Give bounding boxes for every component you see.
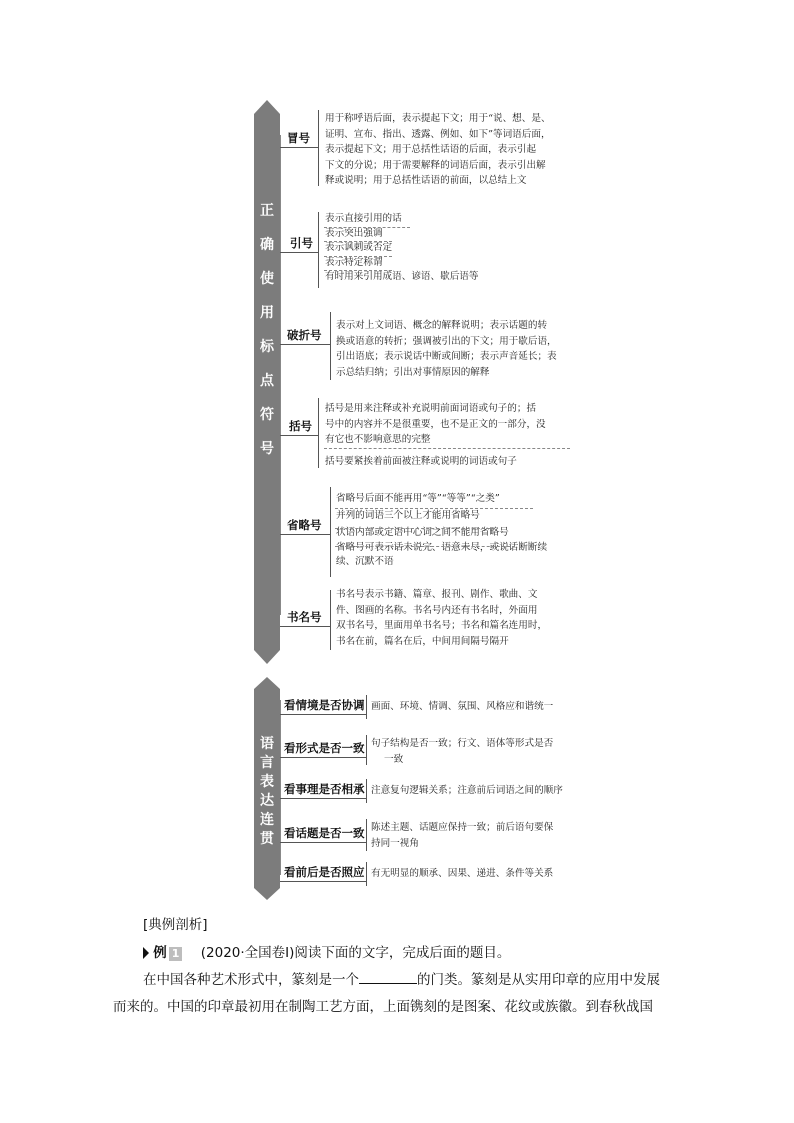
item-bracket: [318, 212, 319, 288]
item-label-logic: 看事理是否相承: [284, 782, 365, 796]
item-text-echo: [371, 866, 581, 882]
example-line: [143, 941, 510, 961]
item-label-topic: 看话题是否一致: [284, 826, 365, 840]
text-line: 有它也不影响意思的完整: [325, 434, 431, 445]
text-line: 续、沉默不语: [336, 556, 394, 567]
item-text-context: [371, 699, 581, 715]
text-line: 画面、环境、情调、氛围、风格应和谐统一: [371, 701, 554, 712]
section2-title-char: 连: [260, 812, 274, 828]
item-bracket: [366, 819, 367, 851]
item-text-dash: [336, 318, 576, 380]
example-source: (2020·全国卷Ⅰ)阅读下面的文字，完成后面的题目。: [200, 945, 511, 961]
text-line: 状语内部或定语中心词之间不能用省略号: [336, 527, 509, 538]
divider: [335, 508, 533, 509]
example-number-badge: 1: [169, 947, 183, 961]
text-line: 释或说明；用于总括性话语的前面，以总结上文: [325, 175, 527, 186]
section2-title-char: 贯: [260, 831, 274, 847]
divider: [335, 546, 515, 547]
text-line: 表示对上文词语、概念的解释说明；表示话题的转: [336, 320, 548, 331]
section1-title-char: 号: [260, 441, 274, 457]
item-label-dash: 破折号: [287, 328, 322, 342]
text-line: 用于称呼语后面，表示提起下文；用于“说、想、是、: [325, 113, 551, 124]
item-underline: [280, 842, 366, 843]
example-prefix: 例: [153, 945, 167, 961]
text-line: 陈述主题、话题应保持一致；前后语句要保: [371, 822, 554, 833]
item-text-topic: [371, 820, 581, 851]
item-underline: [280, 757, 366, 758]
item-bracket: [366, 862, 367, 886]
item-underline: [280, 881, 366, 882]
item-bracket: [318, 398, 319, 468]
item-text-colon: [325, 111, 575, 189]
item-text-logic: [371, 783, 581, 799]
analysis-heading: [典例剖析]: [143, 917, 208, 933]
item-underline: [280, 344, 330, 345]
text-line: 下文的分说；用于需要解释的词语后面，表示引出解: [325, 159, 546, 171]
text-line: 引出语底；表示说话中断或间断；表示声音延长；表: [336, 351, 557, 362]
item-label-colon: 冒号: [287, 131, 310, 145]
text-line: 件、图画的名称。书名号内还有书名时，外面用: [336, 604, 538, 616]
item-label-parentheses: 括号: [289, 419, 312, 433]
section1-title: [254, 200, 280, 472]
item-bracket: [366, 779, 367, 803]
item-label-ellipsis: 省略号: [287, 518, 322, 532]
paragraph-text: 在中国各种艺术形式中，篆刻是一个: [143, 972, 359, 988]
text-line: 括号要紧挨着前面被注释或说明的词语或句子: [325, 455, 517, 467]
text-line: 持同一视角: [371, 837, 419, 849]
divider: [324, 256, 392, 257]
item-bracket: [366, 735, 367, 765]
item-underline: [280, 252, 318, 253]
item-text-title-marks: [336, 587, 576, 649]
item-underline: [280, 714, 366, 715]
example-arrow-icon: [143, 947, 149, 959]
item-underline: [280, 435, 318, 436]
text-line: 双书名号，里面用单书名号；书名和篇名连用时，: [336, 620, 548, 631]
section1-title-char: 确: [260, 237, 274, 253]
text-line: 号中的内容并不是很重要，也不是正文的一部分，没: [325, 418, 546, 430]
item-bracket: [318, 110, 319, 186]
section1-connector: [280, 135, 281, 615]
section2-title-char: 表: [260, 774, 274, 790]
item-label-quote: 引号: [290, 236, 313, 250]
text-line: 有时用来引用成语、谚语、歇后语等: [325, 271, 479, 282]
section2-title-char: 语: [260, 736, 274, 752]
divider: [324, 448, 570, 449]
section1-title-char: 使: [260, 271, 274, 287]
item-underline: [280, 626, 330, 627]
text-line: 表示突出强调: [325, 227, 383, 239]
text-line: 句子结构是否一致；行文、语体等形式是否: [371, 738, 554, 749]
divider: [324, 270, 392, 271]
text-line: 换或语意的转折；强调被引出的下文；用于歇后语，: [336, 335, 557, 347]
fill-in-blank[interactable]: [359, 971, 417, 984]
section1-title-char: 正: [260, 203, 274, 219]
paragraph-line-1: [143, 968, 660, 988]
section2-title: [254, 733, 280, 847]
section2-connector: [280, 700, 281, 875]
item-bracket: [330, 590, 331, 650]
text-line: 表示特定称谓: [325, 256, 383, 268]
paragraph-text: 的门类。篆刻是从实用印章的应用中发展: [417, 972, 660, 988]
item-text-parentheses: [325, 401, 575, 469]
item-label-form: 看形式是否一致: [284, 741, 365, 755]
text-line: 注意复句逻辑关系；注意前后词语之间的顺序: [371, 785, 563, 796]
divider: [324, 241, 392, 242]
item-label-echo: 看前后是否照应: [284, 865, 365, 879]
item-bracket: [330, 312, 331, 380]
item-underline: [280, 798, 366, 799]
text-line: 书名在前，篇名在后，中间用间隔号隔开: [336, 635, 509, 647]
text-line: 表示直接引用的话: [325, 213, 402, 224]
text-line: 证明、宣布、指出、透露、例如、如下”等词语后面，: [325, 128, 551, 140]
section1-title-char: 用: [260, 305, 274, 321]
item-bracket: [330, 487, 331, 577]
section1-title-char: 符: [260, 407, 274, 423]
text-line: 表示提起下文；用于总括性话语的后面，表示引起: [325, 144, 537, 155]
paragraph-line-2: 而来的。中国的印章最初用在制陶工艺方面，上面镌刻的是图案、花纹或族徽。到春秋战国: [113, 999, 653, 1015]
text-line: 示总结归纳；引出对事情原因的解释: [336, 366, 490, 378]
text-line: 省略号可表示话未说完、语意未尽，或说话断断续: [336, 542, 548, 553]
text-line: 省略号后面不能再用“等”“等等”“之类”: [336, 493, 500, 504]
section2-title-char: 达: [260, 793, 274, 809]
item-underline: [280, 534, 330, 535]
text-line: 有无明显的顺承、因果、递进、条件等关系: [371, 868, 554, 879]
section1-title-char: 标: [260, 339, 274, 355]
text-line: 括号是用来注释或补充说明前面词语或句子的；括: [325, 403, 537, 414]
text-line: 表示讽刺或否定: [325, 242, 393, 253]
text-line: 并列的词语三个以上才能用省略号: [336, 510, 480, 521]
item-label-context: 看情境是否协调: [284, 698, 365, 712]
divider: [324, 227, 410, 228]
item-text-ellipsis: [336, 490, 576, 569]
item-label-title-marks: 书名号: [287, 610, 322, 624]
item-bracket: [366, 695, 367, 719]
item-text-quote: [325, 212, 575, 285]
section1-title-char: 点: [260, 373, 274, 389]
text-line: 一致: [384, 753, 404, 765]
divider: [335, 528, 495, 529]
item-text-form: [371, 736, 581, 767]
text-line: 书名号表示书籍、篇章、报刊、剧作、歌曲、文: [336, 589, 538, 600]
item-underline: [280, 147, 318, 148]
section2-title-char: 言: [260, 755, 274, 771]
